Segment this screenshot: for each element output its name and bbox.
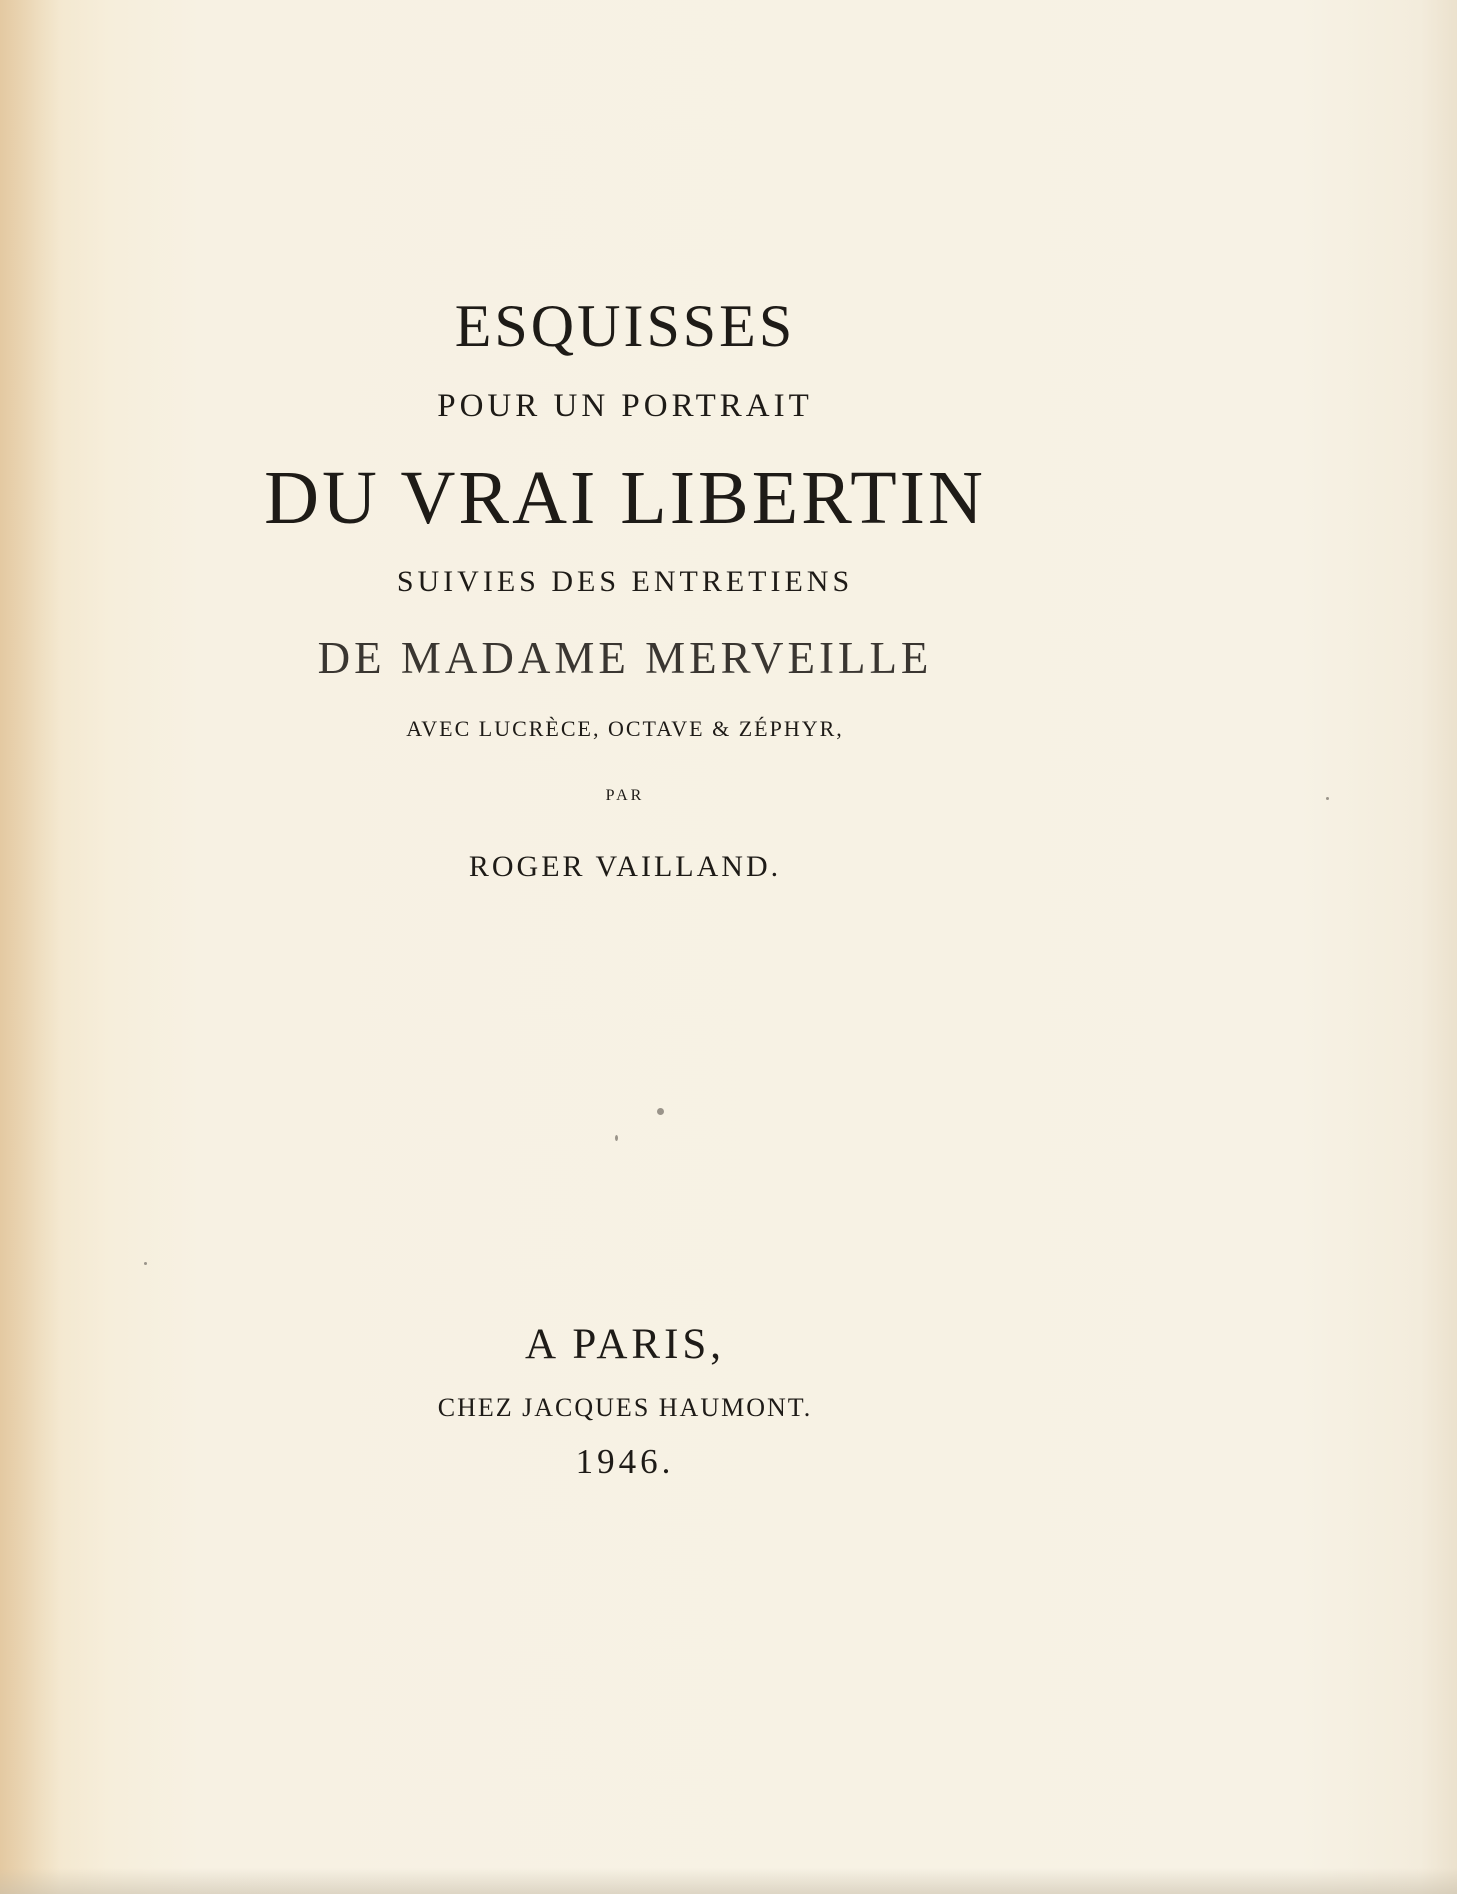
imprint-year: 1946.: [575, 1442, 675, 1481]
subtitle-suivies: SUIVIES DES ENTRETIENS: [396, 565, 854, 598]
imprint-publisher: CHEZ JACQUES HAUMONT.: [437, 1393, 813, 1422]
title-esquisses: ESQUISSES: [454, 293, 796, 359]
byline-par: PAR: [605, 787, 645, 804]
page-bottom-edge: [0, 1868, 1457, 1894]
paper-speck: [144, 1262, 147, 1265]
paper-speck: [615, 1135, 618, 1141]
paper-speck: [657, 1108, 664, 1115]
page-fold-shadow: [0, 0, 60, 1894]
subtitle-madame-merveille: DE MADAME MERVEILLE: [317, 633, 933, 683]
imprint-city: A PARIS,: [524, 1321, 726, 1368]
author-name: ROGER VAILLAND.: [468, 850, 782, 883]
subtitle-characters: AVEC LUCRÈCE, OCTAVE & ZÉPHYR,: [406, 716, 844, 741]
title-du-vrai-libertin: DU VRAI LIBERTIN: [264, 456, 986, 540]
paper-speck: [1326, 797, 1329, 800]
title-pour-un-portrait: POUR UN PORTRAIT: [437, 388, 813, 424]
